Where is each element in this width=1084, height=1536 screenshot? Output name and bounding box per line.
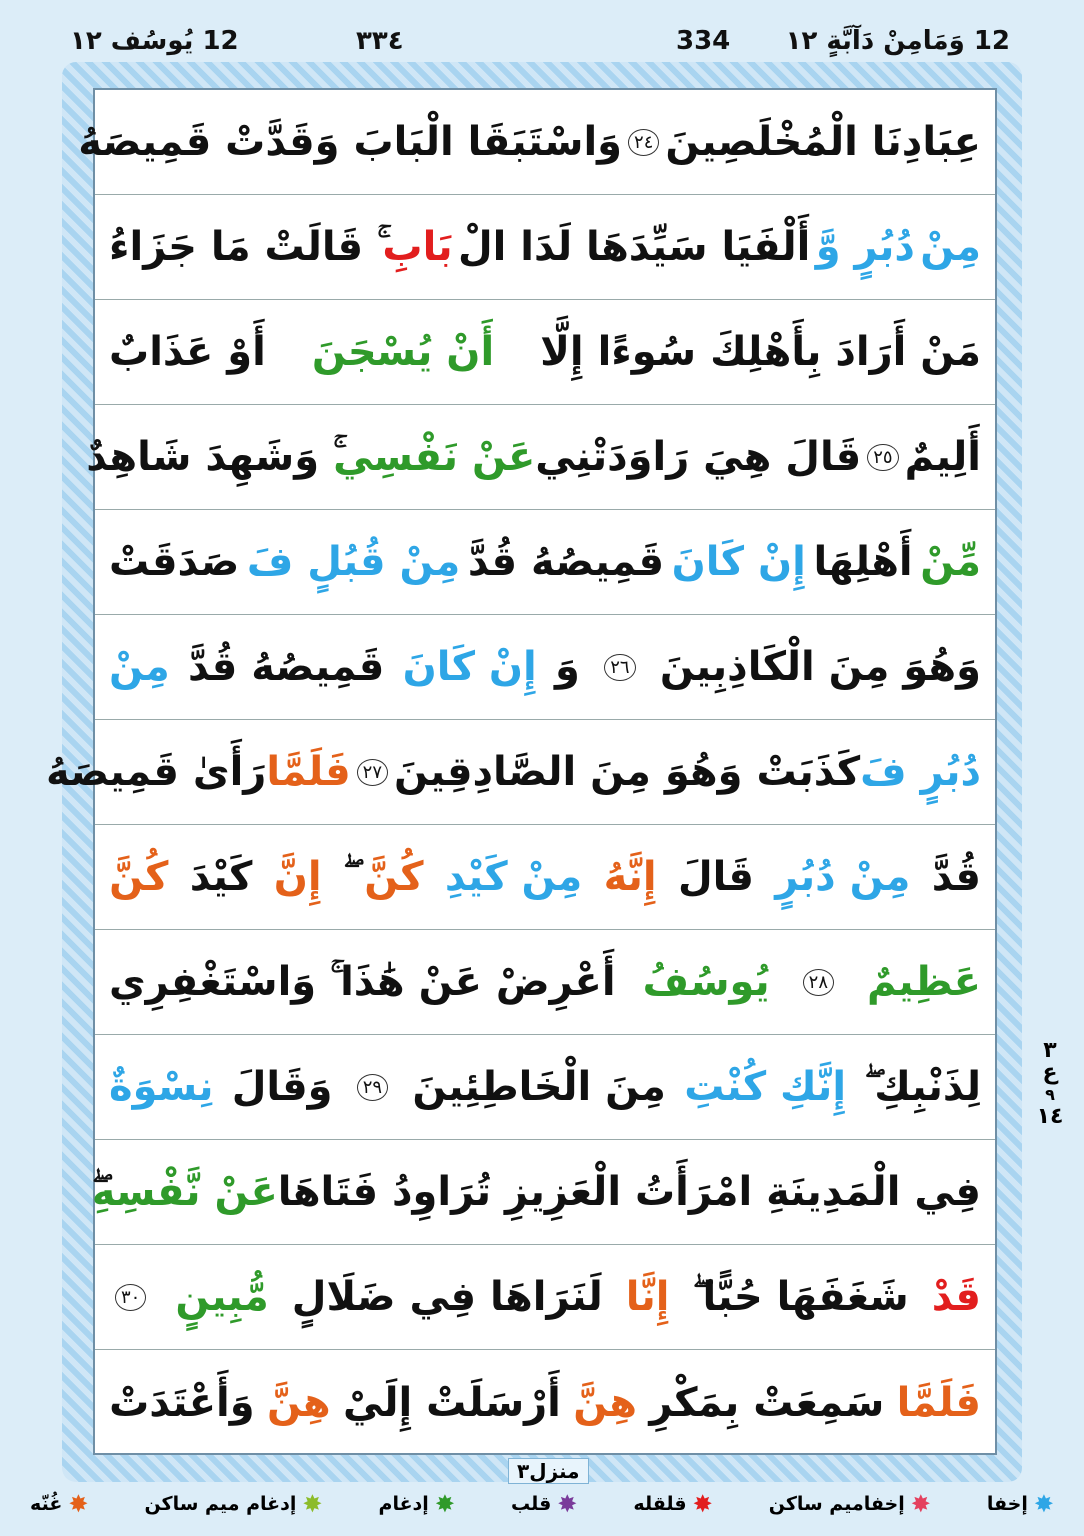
tajweed-word-ghunna: هِنَّ — [266, 1379, 331, 1426]
star-icon: ✸ — [1033, 1490, 1054, 1518]
tajweed-word-idgham: عَنْ نَفْسِي — [333, 434, 536, 480]
word-group: قَالَ — [677, 854, 754, 900]
text-line — [86, 405, 995, 510]
legend-item — [144, 1492, 322, 1516]
star-icon: ✸ — [302, 1490, 323, 1518]
legend-item — [769, 1492, 931, 1516]
tajweed-word-ikhfa: إِنْ كَانَ — [402, 644, 537, 690]
legend-item — [30, 1492, 88, 1516]
tajweed-word-ikhfa: إِنَّكِ كُنْتِ — [684, 1064, 847, 1110]
ruku-count: ٩ — [1045, 1085, 1055, 1104]
word-group: عِبَادِنَا الْمُخْلَصِينَ — [665, 119, 981, 165]
word-group: أَلْفَيَا سَيِّدَهَا لَدَا الْ — [457, 224, 811, 270]
tajweed-word-ikhfa: مِنْ كَيْدِ — [444, 854, 583, 900]
tajweed-word-ghunna: كُنَّ — [109, 854, 169, 900]
tajweed-legend — [30, 1492, 1054, 1516]
word-group: قُدَّ — [931, 854, 981, 900]
word-group: قَالَ هِيَ رَاوَدَتْنِي — [535, 434, 862, 480]
word-group: قَمِيصُهُ قُدَّ — [188, 644, 385, 690]
legend-label: إدغام — [378, 1493, 429, 1515]
tajweed-word-qalqala: قَدْ — [931, 1274, 981, 1320]
word-group: مِنَ الْخَاطِئِينَ — [412, 1064, 666, 1110]
legend-label: إدغام ميم ساكن — [144, 1493, 297, 1515]
text-line — [95, 1035, 995, 1140]
tajweed-word-idgham: عَنْ نَّفْسِهِ — [91, 1169, 278, 1215]
legend-label: قلب — [510, 1493, 552, 1515]
page-number: 334 — [676, 26, 731, 56]
tajweed-word-idgham: عَظِيمٌ — [867, 959, 981, 1005]
legend-item — [987, 1492, 1054, 1516]
word-group: أَعْرِضْ عَنْ هَٰذَا ۚ وَاسْتَغْفِرِي — [109, 959, 616, 1005]
legend-item — [379, 1492, 455, 1516]
word-group: وَ — [555, 644, 580, 690]
tajweed-word-ikhfa: مِنْ — [920, 224, 981, 270]
text-line — [95, 930, 995, 1035]
text-line — [95, 1245, 995, 1350]
tajweed-word-ghunna: فَلَمَّا — [896, 1379, 981, 1426]
word-group: وَقَالَ — [231, 1064, 333, 1110]
legend-label: غُنّه — [30, 1493, 63, 1515]
word-group: وَأَعْتَدَتْ — [109, 1379, 255, 1426]
ayah-number: ٢٩ — [357, 1074, 388, 1101]
star-icon: ✸ — [68, 1490, 89, 1518]
word-group: صَدَقَتْ — [109, 539, 240, 585]
word-group: وَاسْتَبَقَا الْبَابَ وَقَدَّتْ قَمِيصَهُ — [78, 119, 623, 165]
word-group: لِذَنْبِكِ ۖ — [864, 1064, 981, 1110]
ruku-number: ٣ — [1043, 1038, 1057, 1063]
tajweed-word-idgham: مُّبِينٍ — [175, 1274, 269, 1320]
tajweed-word-ikhfa: دُبُرٍ فَ — [860, 749, 981, 795]
legend-label: إخفاميم ساكن — [768, 1493, 905, 1515]
word-group: ۚ قَالَتْ مَا جَزَاءُ — [109, 224, 378, 270]
star-icon: ✸ — [910, 1490, 931, 1518]
ruku-letter: ع — [1042, 1060, 1058, 1085]
tajweed-word-idgham: يُوسُفُ — [642, 959, 770, 1005]
word-group: أَوْ عَذَابٌ — [109, 329, 266, 375]
star-icon: ✸ — [557, 1490, 578, 1518]
tajweed-word-ikhfa: دُبُرٍ وَّ — [815, 224, 915, 270]
text-line — [95, 825, 995, 930]
tajweed-word-ghunna: إِنَّهُ — [603, 854, 657, 900]
tajweed-word-ikhfa: مِنْ دُبُرٍ — [775, 854, 911, 900]
ayah-number: ٢٤ — [628, 129, 659, 156]
tajweed-word-ghunna: إِنَّ — [273, 854, 322, 900]
quran-text-panel — [45, 88, 997, 1455]
tajweed-word-idgham: أَنْ يُسْجَنَ — [311, 329, 495, 375]
word-group: كَيْدَ — [189, 854, 253, 900]
word-group: أَرْسَلَتْ إِلَيْ — [343, 1379, 561, 1426]
tajweed-word-ghunna: إِنَّا — [625, 1274, 670, 1320]
word-group: قَمِيصُهُ قُدَّ — [467, 539, 665, 585]
para-title: 12 وَمَامِنْ دَآبَّةٍ ١٢ — [785, 26, 1010, 56]
ruku-para: ١٤ — [1036, 1104, 1064, 1129]
ayah-number: ٢٥ — [867, 444, 898, 471]
ayah-number: ٢٧ — [357, 759, 388, 786]
tajweed-word-ikhfa: مِنْ — [109, 644, 170, 690]
word-group: رَأَىٰ قَمِيصَهُ — [45, 749, 267, 795]
word-group: كَذَبَتْ وَهُوَ مِنَ الصَّادِقِينَ — [394, 749, 861, 795]
tajweed-word-ikhfa: إِنْ كَانَ — [671, 539, 806, 585]
tajweed-word-ghunna: هِنَّ — [573, 1379, 637, 1426]
text-line — [95, 300, 995, 405]
text-line — [91, 1140, 995, 1245]
word-group: ۚ وَشَهِدَ شَاهِدٌ — [86, 434, 334, 480]
surah-title: 12 يُوسُف ١٢ — [70, 26, 239, 56]
tajweed-word-ghunna: كُنَّ — [364, 854, 424, 900]
legend-label: إخفا — [986, 1493, 1028, 1515]
star-icon: ✸ — [434, 1490, 455, 1518]
text-line — [95, 615, 995, 720]
word-group: أَهْلِهَا — [813, 539, 913, 585]
text-line — [95, 1350, 995, 1455]
text-line — [78, 90, 995, 195]
legend-item — [633, 1492, 712, 1516]
text-line — [95, 195, 995, 300]
tajweed-word-idgham: مِّنْ — [920, 539, 981, 585]
ayah-number: ٣٠ — [115, 1284, 146, 1311]
tajweed-word-ikhfa: نِسْوَةٌ — [109, 1064, 214, 1110]
word-group: فِي الْمَدِينَةِ امْرَأَتُ الْعَزِيزِ تُرَاوِدُ فَتَاهَا — [277, 1169, 981, 1215]
tajweed-word-ghunna: فَلَمَّا — [266, 749, 351, 795]
page-number-arabic: ٣٣٤ — [356, 26, 404, 56]
word-group: لَنَرَاهَا فِي ضَلَالٍ — [291, 1274, 603, 1320]
ruku-marker — [1030, 1040, 1070, 1128]
ayah-number: ٢٦ — [604, 654, 635, 681]
word-group: أَلِيمٌ — [904, 434, 981, 480]
tajweed-word-ikhfa: مِنْ قُبُلٍ فَ — [246, 539, 461, 585]
text-line — [45, 720, 995, 825]
text-line — [95, 510, 995, 615]
legend-item — [511, 1492, 577, 1516]
manzil-label: منزل٣ — [508, 1458, 589, 1484]
word-group: شَغَفَهَا حُبًّا ۖ — [692, 1274, 909, 1320]
legend-label: قلقله — [633, 1493, 687, 1515]
word-group: سَمِعَتْ بِمَكْرِ — [649, 1379, 885, 1426]
star-icon: ✸ — [692, 1490, 713, 1518]
tajweed-word-qalqala: بَابِ — [382, 224, 453, 270]
word-group: مَنْ أَرَادَ بِأَهْلِكَ سُوءًا إِلَّا — [540, 329, 981, 375]
word-group: وَهُوَ مِنَ الْكَاذِبِينَ — [659, 644, 981, 690]
ayah-number: ٢٨ — [803, 969, 834, 996]
